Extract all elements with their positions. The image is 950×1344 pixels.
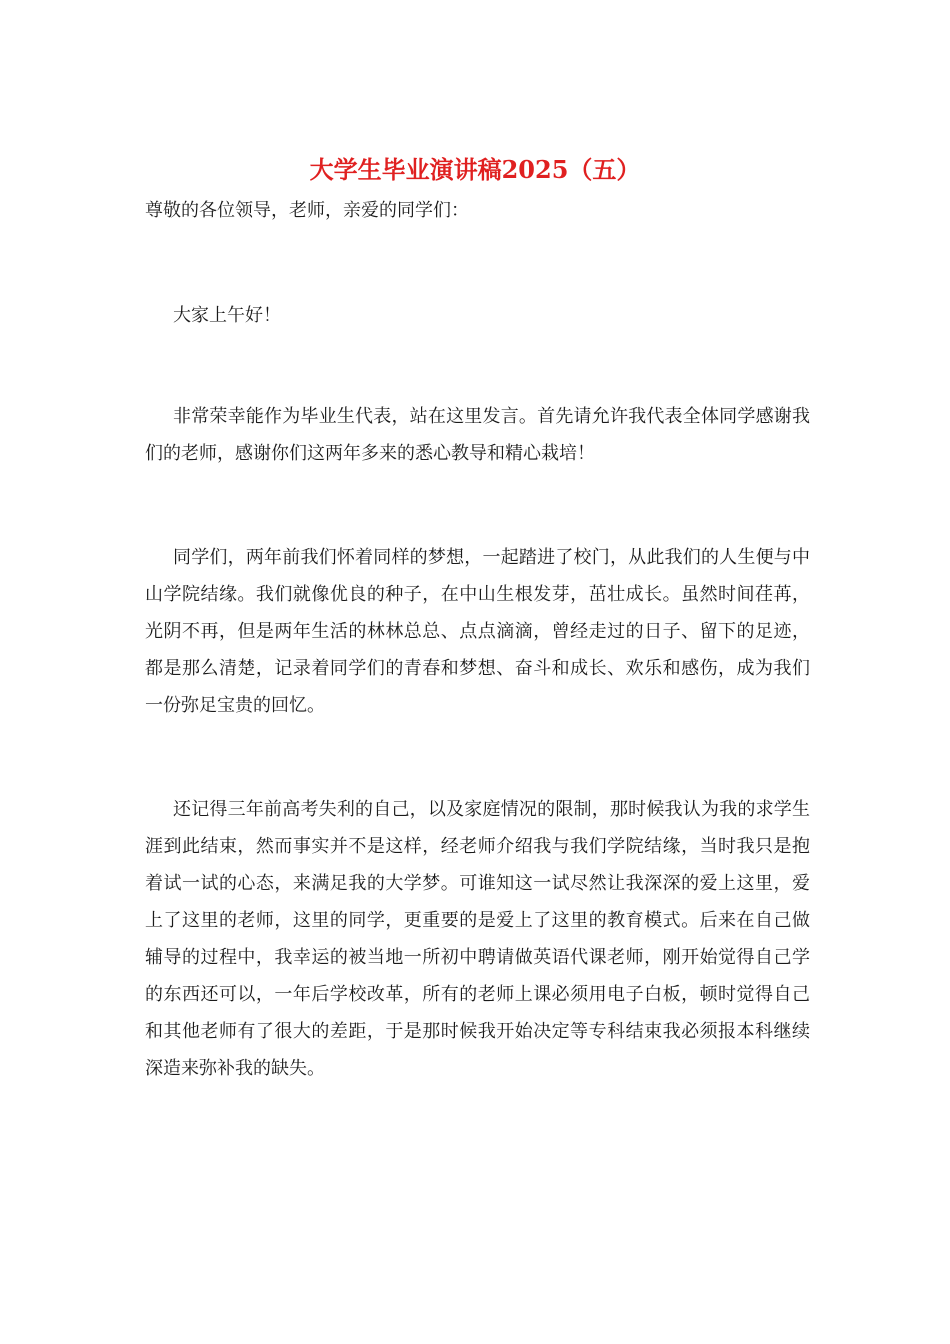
paragraph-story: 还记得三年前高考失利的自己，以及家庭情况的限制，那时候我认为我的求学生涯到此结束，然而事实并不是这样，经老师介绍我与我们学院结缘，当时我只是抱着试一试的心态，来满足我的大学梦。可谁知这一试尽然让我深深的爱上这里，爱上了这里的老师，这里的同学，更重要的是爱上了这里的教育模式。后来在自己做辅导的过程中，我幸运的被当地一所初中聘请做英语代课老师，刚开始觉得自己学的东西还可以，一年后学校改革，所有的老师上课必须用电子白板，顿时觉得自己和其他老师有了很大的差距，于是那时候我开始决定等专科结束我必须报本科继续深造来弥补我的缺失。 [145, 799, 810, 1079]
paragraph-memories: 同学们，两年前我们怀着同样的梦想，一起踏进了校门，从此我们的人生便与中山学院结缘。我们就像优良的种子，在中山生根发芽，茁壮成长。虽然时间荏苒，光阴不再，但是两年生活的林林总总、点点滴滴，曾经走过的日子、留下的足迹，都是那么清楚，记录着同学们的青春和梦想、奋斗和成长、欢乐和感伤，成为我们一份弥足宝贵的回忆。 [145, 547, 810, 716]
document-title: 大学生毕业演讲稿2025（五） [309, 155, 641, 184]
salutation: 尊敬的各位领导，老师，亲爱的同学们： [145, 200, 469, 221]
paragraph-greeting: 大家上午好！ [173, 305, 281, 326]
paragraph-thanks: 非常荣幸能作为毕业生代表，站在这里发言。首先请允许我代表全体同学感谢我们的老师，感谢你们这两年多来的悉心教导和精心栽培！ [145, 406, 810, 464]
